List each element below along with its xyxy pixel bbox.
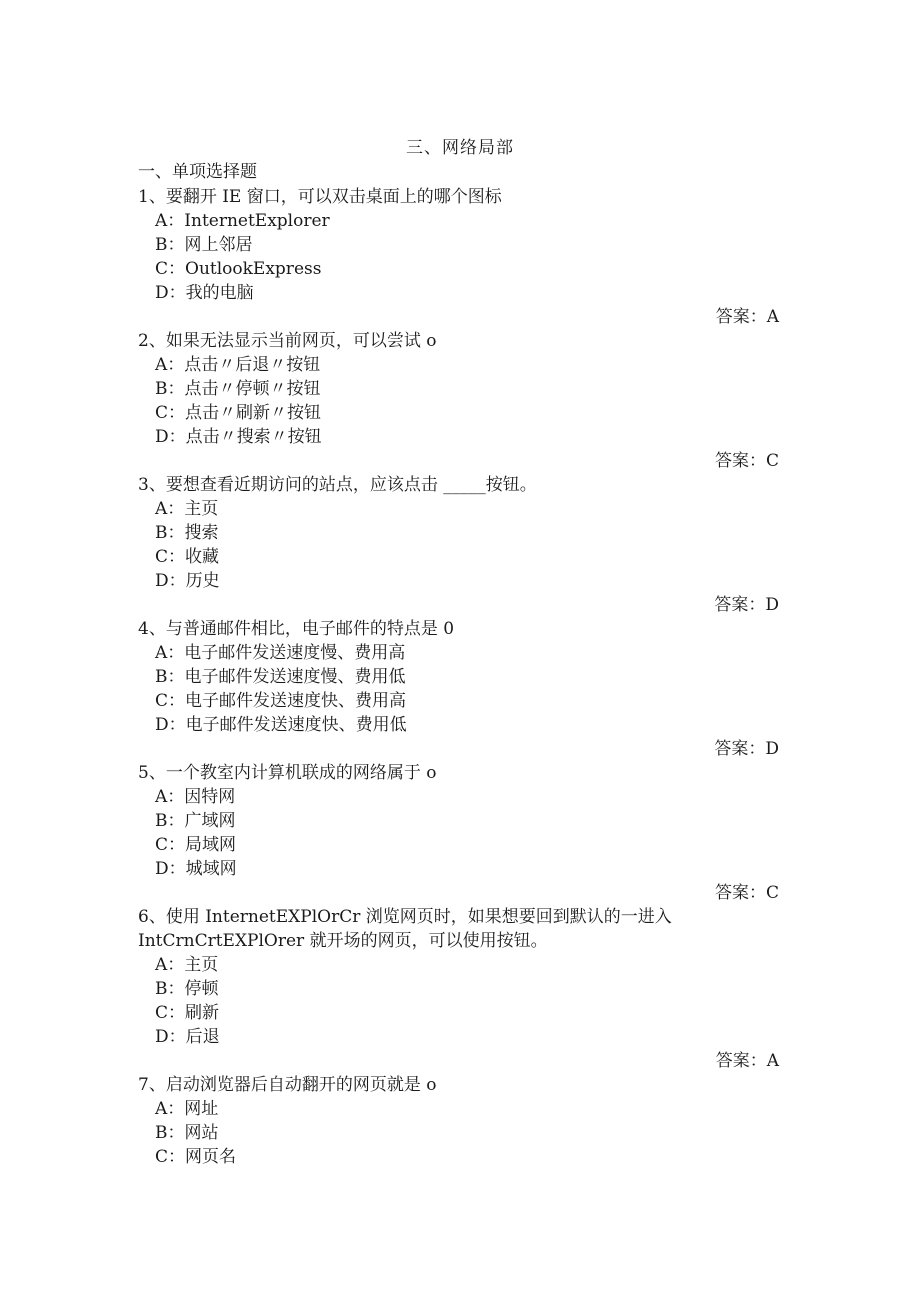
- answer-line: 答案：D: [714, 595, 779, 615]
- question-1: [138, 185, 838, 329]
- option-c: C：局域网: [155, 835, 237, 855]
- question-2: [138, 329, 838, 473]
- option-b: B：电子邮件发送速度慢、费用低: [155, 667, 406, 687]
- section-heading: 一、单项选择题: [138, 162, 257, 182]
- option-d: D：电子邮件发送速度快、费用低: [155, 715, 407, 735]
- option-d: D：点击〃搜索〃按钮: [155, 427, 322, 447]
- question-stem: 1、要翻开 IE 窗口，可以双击桌面上的哪个图标: [138, 187, 502, 207]
- option-a: A：主页: [155, 499, 219, 519]
- question-3: [138, 473, 838, 617]
- option-a: A：InternetExplorer: [155, 211, 330, 231]
- option-d: D：历史: [155, 571, 220, 591]
- question-stem: 7、启动浏览器后自动翻开的网页就是 o: [138, 1075, 437, 1095]
- question-4: [138, 617, 838, 761]
- question-stem: 2、如果无法显示当前网页，可以尝试 o: [138, 331, 437, 351]
- answer-line: 答案：A: [715, 1051, 779, 1071]
- option-b: B：网上邻居: [155, 235, 253, 255]
- option-d: D：后退: [155, 1027, 220, 1047]
- option-d: D：城域网: [155, 859, 237, 879]
- option-b: B：搜索: [155, 523, 219, 543]
- question-7: [138, 1073, 838, 1169]
- answer-line: 答案：A: [715, 307, 779, 327]
- question-5: [138, 761, 838, 905]
- option-c: C：网页名: [155, 1147, 237, 1167]
- page-title: 三、网络局部: [406, 138, 514, 158]
- question-stem: 5、一个教室内计算机联成的网络属于 o: [138, 763, 437, 783]
- question-stem: 4、与普通邮件相比，电子邮件的特点是 0: [138, 619, 455, 639]
- option-c: C：刷新: [155, 1003, 220, 1023]
- option-a: A：点击〃后退〃按钮: [155, 355, 321, 375]
- answer-line: 答案：C: [714, 451, 779, 471]
- question-stem: 6、使用 InternetEXPlOrCr 浏览网页时，如果想要回到默认的一进入 IntCrnCrtEXPlOrer 就开场的网页，可以使用按钮。: [138, 907, 672, 951]
- option-a: A：主页: [155, 955, 219, 975]
- question-6: [138, 905, 838, 1073]
- question-list: [138, 185, 838, 1169]
- option-b: B：点击〃停顿〃按钮: [155, 379, 321, 399]
- option-c: C：电子邮件发送速度快、费用高: [155, 691, 407, 711]
- option-c: C：点击〃刷新〃按钮: [155, 403, 322, 423]
- option-b: B：网站: [155, 1123, 219, 1143]
- option-d: D：我的电脑: [155, 283, 254, 303]
- option-a: A：电子邮件发送速度慢、费用高: [155, 643, 406, 663]
- option-a: A：因特网: [155, 787, 236, 807]
- answer-line: 答案：C: [714, 883, 779, 903]
- option-b: B：广域网: [155, 811, 236, 831]
- option-c: C：收藏: [155, 547, 220, 567]
- option-c: C：OutlookExpress: [155, 259, 322, 279]
- option-a: A：网址: [155, 1099, 219, 1119]
- question-stem: 3、要想查看近期访问的站点，应该点击 _____按钮。: [138, 475, 537, 495]
- answer-line: 答案：D: [714, 739, 779, 759]
- option-b: B：停顿: [155, 979, 219, 999]
